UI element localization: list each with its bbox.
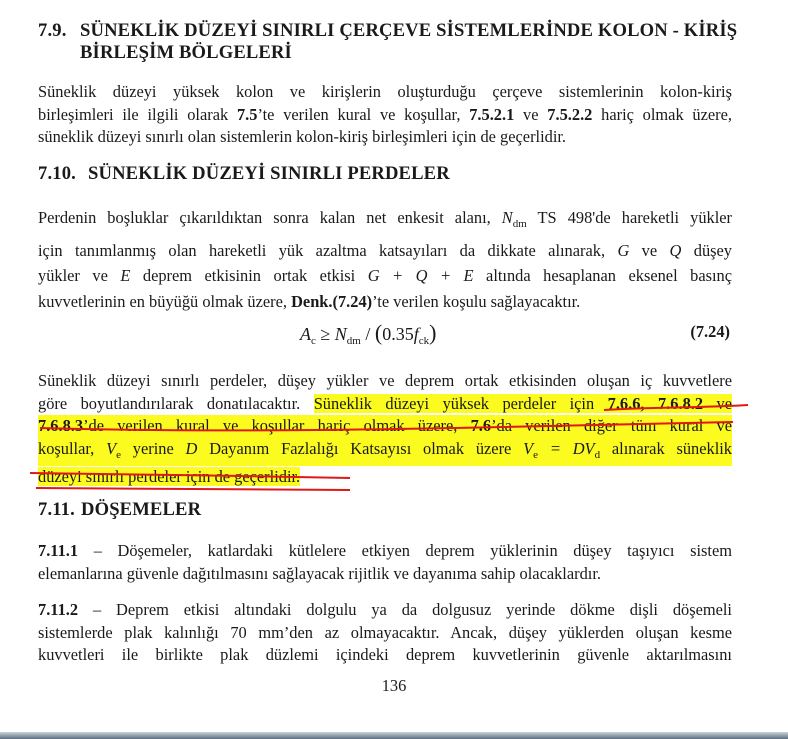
paragraph-line: Perdenin boşluklar çıkarıldıktan sonra kalan net enkesit alanı, $N_{dm}$ TS 498'de hareketli yükler xyxy=(38,208,732,230)
highlighted-text: Süneklik düzeyi yüksek perdeler için 7.6.6, 7.6.8.2 ve xyxy=(313,393,732,413)
paragraph-line: için tanımlanmış olan hareketli yük azaltma katsayıları da dikkate alınarak, G ve Q düşey xyxy=(38,240,733,260)
section-7-10-heading xyxy=(38,163,450,185)
section-number: 7.11. xyxy=(38,499,75,520)
paragraph-line: birleşimleri ile ilgili olarak 7.5’te verilen kural ve koşullar, 7.5.2.1 ve 7.5.2.2 hariç olmak üzere, xyxy=(38,104,732,124)
section-7-9-paragraph xyxy=(38,81,732,149)
reference: 7.6.8.3 xyxy=(38,416,84,435)
page-number: 136 xyxy=(381,676,407,695)
reference: Denk.(7.24) xyxy=(291,291,373,311)
section-7-11-heading xyxy=(38,499,201,521)
section-title: SÜNEKLİK DÜZEYİ SINIRLI PERDELER xyxy=(88,163,450,184)
highlighted-text: düzeyi sınırlı perdeler için de geçerlidir. xyxy=(38,467,301,486)
reference: 7.5.2.1 xyxy=(469,104,515,124)
paragraph-line xyxy=(38,466,732,489)
section-title-line1: SÜNEKLİK DÜZEYİ SINIRLI ÇERÇEVE SİSTEMLERİNDE KOLON - KİRİŞ xyxy=(80,20,738,41)
item-number: 7.11.1 xyxy=(38,541,79,560)
paragraph-line: yükler ve E deprem etkisinin ortak etkisi G + Q + E altında hesaplanan eksenel basınç xyxy=(38,266,733,285)
reference: 7.6 xyxy=(470,416,492,435)
highlighted-line: 7.6.8.3’de verilen kural ve koşullar hariç olmak üzere, 7.6’da verilen diğer tüm kural ve xyxy=(38,415,732,438)
variable: G xyxy=(617,240,630,260)
previous-line-remnant xyxy=(38,0,738,6)
reference: 7.5 xyxy=(236,104,258,124)
reference: 7.5.2.2 xyxy=(547,104,593,124)
paragraph-line: süneklik düzeyi sınırlı olan sistemlerin kolon-kiriş birleşimleri için de geçerlidir. xyxy=(38,127,567,146)
equation-number: (7.24) xyxy=(690,322,730,341)
variable: N xyxy=(501,208,513,227)
load-combination: G + Q + E xyxy=(367,266,474,285)
paragraph-line: göre boyutlandırılarak donatılacaktır. Süneklik düzeyi yüksek perdeler için 7.6.6, 7.6.8.2 ve xyxy=(38,393,732,413)
section-7-10-paragraph-2 xyxy=(38,370,732,489)
paragraph-line: Süneklik düzeyi sınırlı perdeler, düşey yükler ve deprem ortak etkisinden oluşan iç kuvvetlere xyxy=(38,371,732,390)
paragraph-line: Süneklik düzeyi yüksek kolon ve kirişlerin oluşturduğu çerçeve sistemlerinin kolon-kiriş xyxy=(38,82,732,101)
section-title: DÖŞEMELER xyxy=(81,499,202,520)
variable: E xyxy=(120,266,131,285)
item-7-11-2 xyxy=(38,599,732,667)
section-title-line2: BİRLEŞİM BÖLGELERİ xyxy=(80,42,292,63)
section-7-10-paragraph-1 xyxy=(38,205,732,314)
section-number: 7.10. xyxy=(38,163,76,184)
reference: 7.6.6, 7.6.8.2 xyxy=(607,393,704,413)
section-7-9-heading xyxy=(38,20,737,64)
variable: Q xyxy=(669,240,682,260)
highlighted-line: koşullar, $V_e$ yerine D Dayanım Fazlalığı Katsayısı olmak üzere $V_e = DV_d$ alınarak süneklik xyxy=(38,438,732,467)
paragraph-line: sistemlerde plak kalınlığı 70 mm’den az olmayacaktır. Ancak, düşey yüklerden oluşan kesme xyxy=(38,622,732,642)
item-number: 7.11.2 xyxy=(38,600,79,619)
item-7-11-1 xyxy=(38,540,732,585)
section-number: 7.9. xyxy=(38,20,67,41)
paragraph-line: 7.11.1 – Döşemeler, katlardaki kütlelere etkiyen deprem yüklerinin düşey taşıyıcı sistem xyxy=(38,541,732,560)
window-bottom-bar xyxy=(0,732,788,739)
paragraph-line: kuvvetleri ile birlikte plak düzlemi içindeki deprem kuvvetlerinin güvenle aktarılmasını xyxy=(38,645,732,664)
paragraph-line: elemanlarına güvenle dağıtılmasını sağlayacak rijitlik ve dayanıma sahip olacaklardır. xyxy=(38,563,601,583)
paragraph-line: 7.11.2 – Deprem etkisi altındaki dolgulu ya da dolgusuz yerinde dökme dişli döşemeli xyxy=(38,600,732,619)
paragraph-line: kuvvetlerinin en büyüğü olmak üzere, Denk.(7.24)’te verilen koşulu sağlayacaktır. xyxy=(38,291,581,311)
equation-7-24: $A_c \ge N_{dm} / (0.35f_{ck})$ xyxy=(300,320,437,347)
